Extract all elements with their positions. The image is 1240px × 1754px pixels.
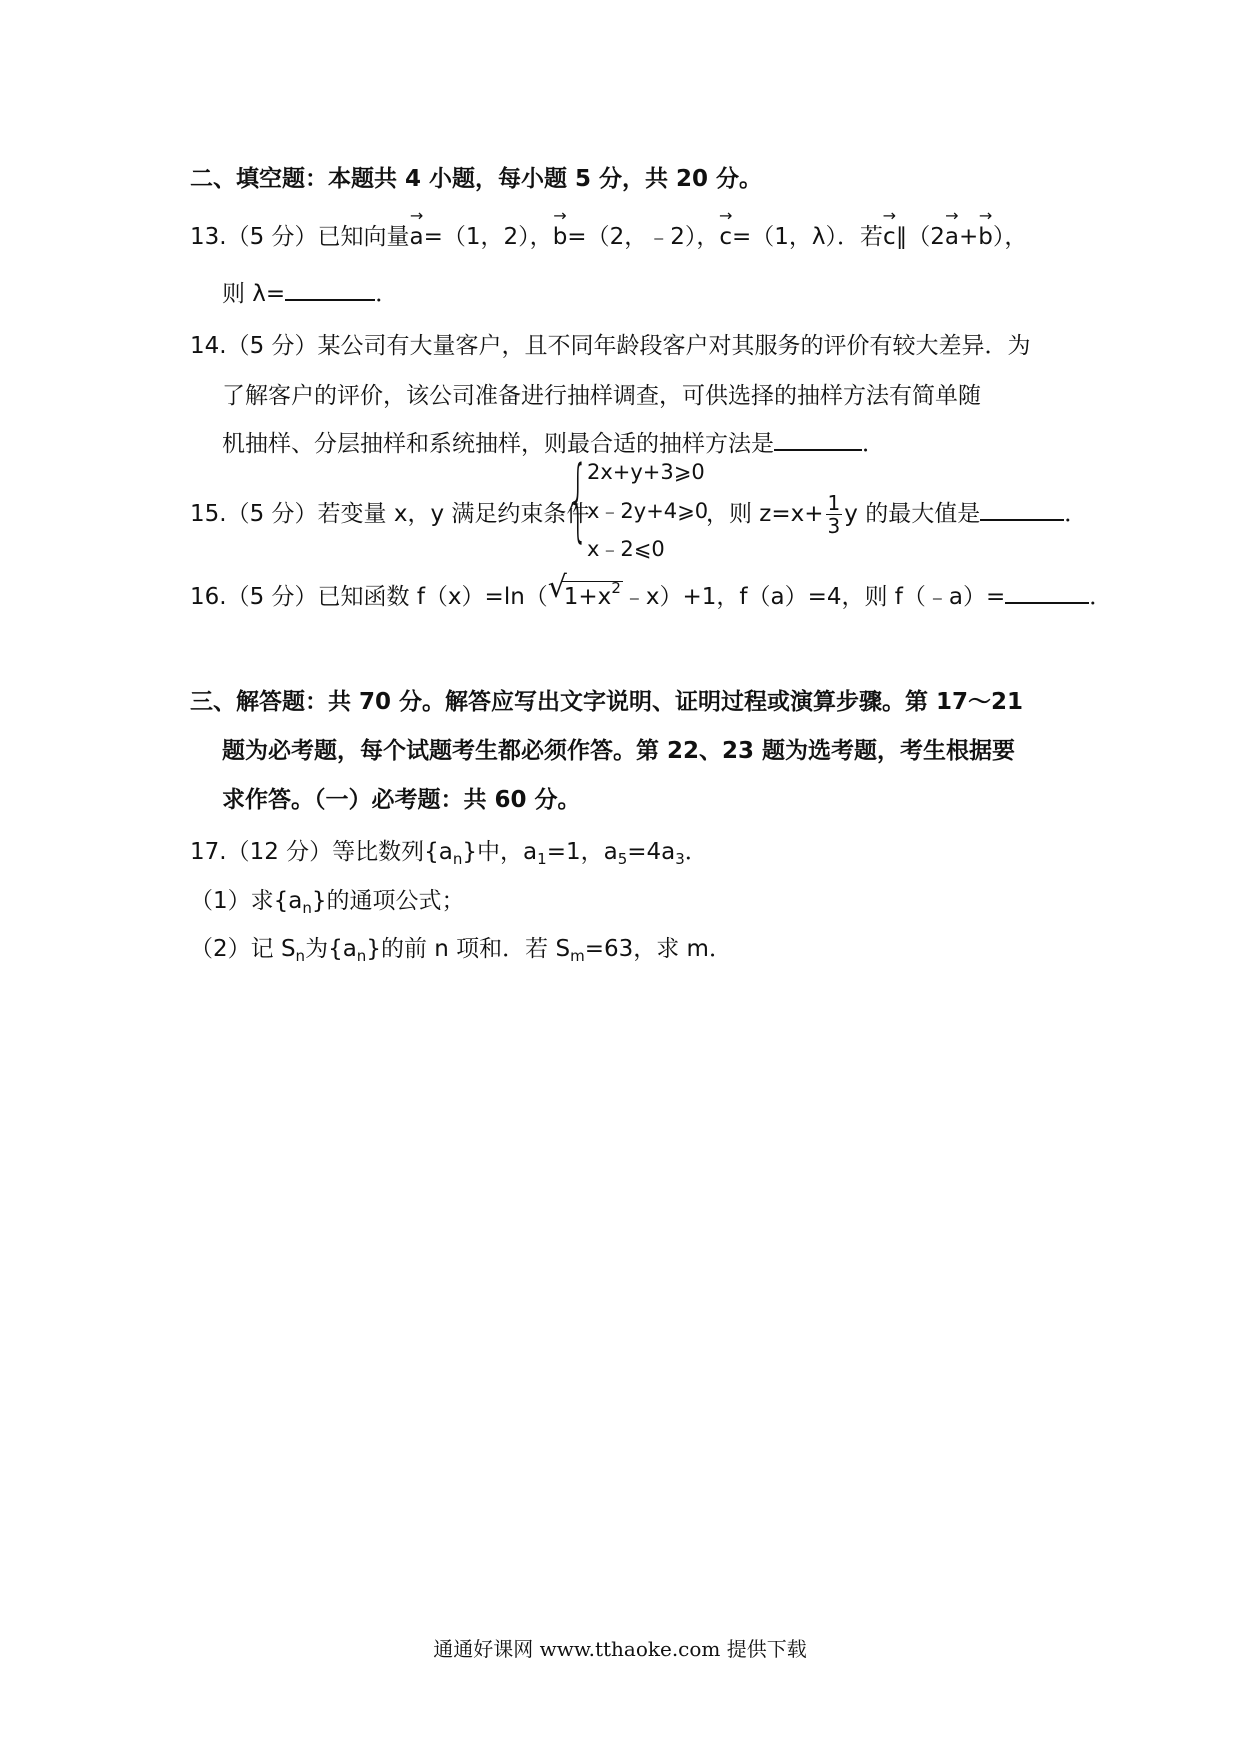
answer-blank-14[interactable] [774, 447, 862, 451]
constraint-2: x﹣2y+4⩾0 [587, 499, 709, 523]
section3-heading-line2: 题为必考题，每个试题考生都必须作答。第 22、23 题为选考题，考生根据要 [222, 738, 1016, 764]
vector-a-2: → a [944, 206, 959, 250]
square-root: √ $1+x^2$ [547, 570, 621, 610]
question-14-line2: 了解客户的评价，该公司准备进行抽样调查，可供选择的抽样方法有简单随 [222, 383, 981, 409]
question-13-answer-line: 则 λ= ． [222, 281, 399, 307]
question-16: 16.（5 分）已知函数 f（x）=ln（ √ $1+x^2﹣x)+1$，f（a）=4，则 f（﹣a）= ． [190, 570, 1113, 610]
section2-heading: 二、填空题：本题共 4 小题，每小题 5 分，共 20 分。 [190, 166, 763, 192]
question-13: 13.（5 分）已知向量 → a=（1，2）， → b=（2，﹣2）， → c=（1，λ）．若 → c∥（2 → a+ → b）， [190, 206, 1028, 250]
constraint-1: 2x+y+3⩾0 [587, 460, 705, 484]
question-14-line1: 14.（5 分）某公司有大量客户，且不同年龄段客户对其服务的评价有较大差异．为 [190, 333, 1031, 359]
question-15-rest: ，则 z=x+ $\frac{1}{3}$ y 的最大值是 ． [706, 491, 1088, 538]
question-17: 17.（12 分）等比数列$\{a_n\}$中，$a_1=1$，$a_5=4a_3$． [190, 839, 708, 868]
fraction-one-third: $\frac{1}{3}$ [827, 491, 841, 538]
question-14-line3: 机抽样、分层抽样和系统抽样，则最合适的抽样方法是 ． [222, 431, 885, 457]
vector-c: → c [718, 206, 733, 250]
vector-b: → b [552, 206, 568, 250]
section3-heading-line3: 求作答。（一）必考题：共 60 分。 [222, 787, 581, 813]
question-17-part2: （2）记 $S_n$为$\{a_n\}$的前 n 项和．若 $S_m=63$，求 m． [190, 936, 732, 965]
answer-blank-16[interactable] [1005, 600, 1089, 604]
page-footer: 通通好课网 www.tthaoke.com 提供下载 [433, 1637, 807, 1661]
constraint-3: x﹣2⩽0 [587, 537, 665, 561]
answer-blank-15[interactable] [980, 517, 1064, 521]
answer-blank-13[interactable] [285, 297, 375, 301]
question-17-part1: （1）求$\{a_n\}$的通项公式； [190, 888, 465, 917]
section3-heading-line1: 三、解答题：共 70 分。解答应写出文字说明、证明过程或演算步骤。第 17～21 [190, 689, 1024, 715]
vector-c-2: → c [882, 206, 897, 250]
system-brace: { [568, 447, 589, 552]
q13-text: 13.（5 分）已知向量 [190, 224, 410, 250]
vector-a: → a [409, 206, 424, 250]
question-15-prefix: 15.（5 分）若变量 x，y 满足约束条件 [190, 501, 590, 527]
vector-b-2: → b [978, 206, 993, 250]
